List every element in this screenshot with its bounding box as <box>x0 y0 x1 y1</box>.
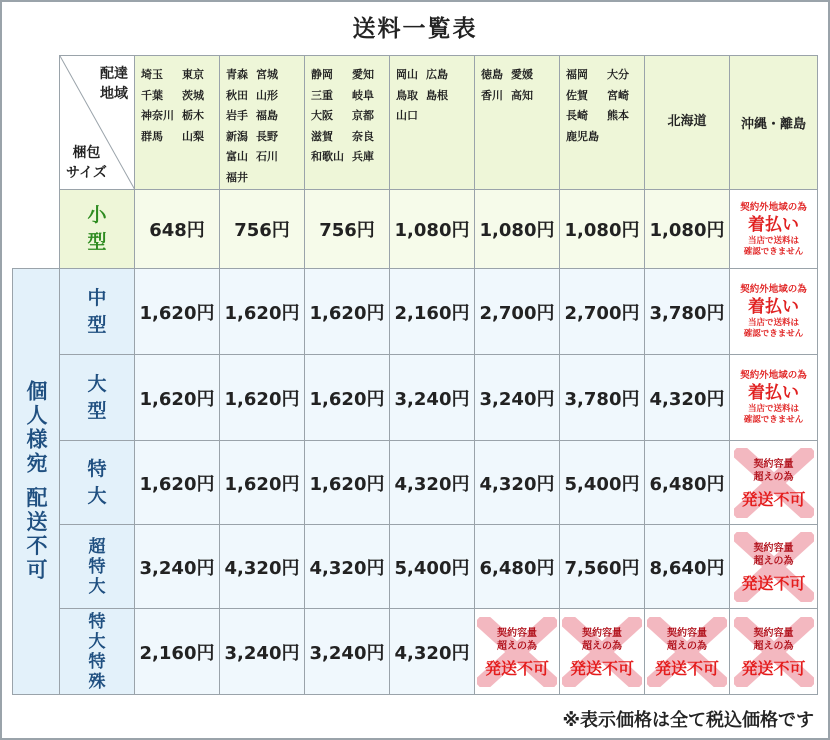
cod-line3: 当店で送料は <box>747 318 799 328</box>
size-char: 特 <box>88 611 106 632</box>
prefecture-name: 栃木 <box>182 109 204 122</box>
no-delivery-cell <box>730 609 818 695</box>
size-row-large <box>13 355 818 441</box>
price-cell: 1,080円 <box>390 190 475 269</box>
size-char: 特 <box>88 556 106 577</box>
blank-cell <box>13 56 60 190</box>
package-size-label <box>66 143 107 183</box>
prefecture-name: 鳥取 <box>396 88 418 102</box>
price-cell: 4,320円 <box>390 441 475 525</box>
region-column <box>396 65 418 127</box>
no-delivery-cell <box>730 441 818 525</box>
no-delivery-cell <box>475 609 560 695</box>
region-column <box>566 65 599 147</box>
prefecture-name: 福島 <box>256 109 278 122</box>
size-char: 大 <box>88 576 106 597</box>
price-cell: 756円 <box>305 190 390 269</box>
size-char: 型 <box>87 399 107 422</box>
prefecture-name: 宮城 <box>256 68 278 81</box>
cod-line2: 着払い <box>748 383 799 403</box>
size-char: 特 <box>87 457 107 480</box>
no-delivery-cell <box>560 609 645 695</box>
region-column <box>141 65 174 147</box>
prefecture-name: 福井 <box>226 170 248 184</box>
size-char: 中 <box>87 286 107 309</box>
price-cell: 1,620円 <box>135 441 220 525</box>
size-char: 型 <box>87 313 107 336</box>
size-char: 特 <box>88 651 106 672</box>
price-cell: 7,560円 <box>560 525 645 609</box>
cod-line2: 着払い <box>748 297 799 317</box>
size-row-small <box>13 190 818 269</box>
page-title: 送料一覧表 <box>352 16 478 42</box>
region-header <box>135 56 220 190</box>
prefecture-name: 香川 <box>481 88 503 102</box>
size-row-xxl <box>13 525 818 609</box>
blank-cell <box>13 190 60 269</box>
prefecture-name: 静岡 <box>311 68 333 81</box>
no-delivery-line2: 超えの為 <box>753 471 794 483</box>
region-header <box>560 56 645 190</box>
region-header <box>305 56 390 190</box>
cod-line3: 当店で送料は <box>747 235 799 246</box>
prefecture-name: 岡山 <box>396 68 418 81</box>
price-cell: 2,160円 <box>135 609 220 695</box>
price-cell: 6,480円 <box>645 441 730 525</box>
region-column <box>352 65 374 168</box>
price-cell: 3,240円 <box>220 609 305 695</box>
prefecture-name: 大阪 <box>311 109 333 122</box>
price-cell: 2,700円 <box>560 269 645 355</box>
size-char: 大 <box>87 484 107 507</box>
prefecture-name: 山梨 <box>182 129 204 143</box>
no-delivery-badge <box>734 532 814 602</box>
prefecture-name: 茨城 <box>182 88 204 102</box>
prefecture-name: 埼玉 <box>141 68 163 81</box>
no-delivery-line1: 契約容量 <box>582 627 622 639</box>
size-char: 大 <box>88 631 106 652</box>
size-label-small <box>60 190 135 269</box>
no-delivery-line1: 契約容量 <box>753 458 794 470</box>
no-delivery-badge <box>647 617 727 687</box>
price-cell: 1,620円 <box>220 269 305 355</box>
package-size-label-line: 梱包 <box>72 145 101 161</box>
prefecture-name: 島根 <box>426 88 448 102</box>
no-delivery-badge <box>734 617 814 687</box>
prefecture-name: 千葉 <box>141 88 163 102</box>
prefecture-name: 岐阜 <box>352 88 374 102</box>
price-cell: 4,320円 <box>475 441 560 525</box>
prefecture-name: 徳島 <box>481 68 503 81</box>
prefecture-name: 愛知 <box>352 68 374 81</box>
no-delivery-line2: 超えの為 <box>582 640 622 652</box>
size-char: 殊 <box>88 671 106 692</box>
price-cell: 1,620円 <box>305 269 390 355</box>
prefecture-name: 長野 <box>256 129 278 143</box>
price-cell: 2,160円 <box>390 269 475 355</box>
region-column <box>511 65 533 106</box>
no-delivery-line3: 発送不可 <box>741 573 806 593</box>
cod-notice <box>730 355 818 441</box>
size-text <box>60 537 134 597</box>
side-label-text: 個人様宛 配送不可 <box>24 380 48 583</box>
prefecture-name: 新潟 <box>226 129 248 143</box>
cod-line4: 確認できません <box>743 329 804 339</box>
tax-note: ※表示価格は全て税込価格です <box>562 710 814 731</box>
region-column <box>607 65 629 127</box>
price-cell: 8,640円 <box>645 525 730 609</box>
cod-line3: 当店で送料は <box>747 404 799 414</box>
region-column <box>226 65 248 188</box>
no-delivery-line3: 発送不可 <box>741 658 806 678</box>
no-delivery-line2: 超えの為 <box>753 555 794 567</box>
size-char: 小 <box>87 204 107 226</box>
package-size-label-line: サイズ <box>66 165 107 181</box>
prefecture-name: 神奈川 <box>141 109 174 122</box>
price-cell: 3,240円 <box>135 525 220 609</box>
region-header <box>220 56 305 190</box>
no-delivery-line3: 発送不可 <box>569 658 634 678</box>
price-cell: 3,240円 <box>305 609 390 695</box>
price-cell: 5,400円 <box>390 525 475 609</box>
no-delivery-line1: 契約容量 <box>667 627 707 639</box>
region-column <box>426 65 448 106</box>
no-delivery-line1: 契約容量 <box>753 542 794 554</box>
cod-line4: 確認できません <box>743 246 804 257</box>
size-text <box>60 371 134 425</box>
no-delivery-badge <box>477 617 557 687</box>
prefecture-name: 奈良 <box>352 129 374 143</box>
price-cell: 1,620円 <box>135 355 220 441</box>
price-cell: 4,320円 <box>645 355 730 441</box>
cod-notice <box>730 269 818 355</box>
no-delivery-badge <box>734 448 814 518</box>
cod-line1: 契約外地域の為 <box>740 201 807 213</box>
region-header <box>475 56 560 190</box>
prefecture-name: 滋賀 <box>311 129 333 143</box>
price-cell: 648円 <box>135 190 220 269</box>
destination-label-line: 配達 <box>100 66 128 82</box>
cod-line4: 確認できません <box>743 415 804 425</box>
no-delivery-line2: 超えの為 <box>497 640 537 652</box>
prefecture-name: 青森 <box>226 68 248 81</box>
prefecture-name: 愛媛 <box>511 68 533 81</box>
prefecture-name: 京都 <box>352 109 374 122</box>
prefecture-name: 高知 <box>511 88 533 102</box>
size-label-large <box>60 355 135 441</box>
price-cell: 1,620円 <box>305 355 390 441</box>
size-label-xl <box>60 441 135 525</box>
price-cell: 2,700円 <box>475 269 560 355</box>
prefecture-name: 群馬 <box>141 129 163 143</box>
size-text <box>60 456 134 510</box>
prefecture-name: 山口 <box>396 109 418 122</box>
size-text <box>60 285 134 339</box>
header-row <box>13 56 818 190</box>
no-delivery-line1: 契約容量 <box>497 627 537 639</box>
price-cell: 4,320円 <box>305 525 390 609</box>
no-delivery-badge <box>562 617 642 687</box>
no-delivery-line2: 超えの為 <box>667 640 707 652</box>
size-text <box>60 202 134 256</box>
size-row-special <box>13 609 818 695</box>
prefecture-name: 秋田 <box>226 88 248 102</box>
price-cell: 6,480円 <box>475 525 560 609</box>
price-cell: 1,620円 <box>135 269 220 355</box>
corner-header <box>60 56 135 190</box>
size-label-xxl <box>60 525 135 609</box>
price-cell: 4,320円 <box>220 525 305 609</box>
price-cell: 1,620円 <box>220 441 305 525</box>
prefecture-name: 富山 <box>226 150 248 163</box>
prefecture-name: 長崎 <box>566 109 588 122</box>
prefecture-name: 兵庫 <box>352 150 374 163</box>
size-char: 超 <box>88 536 106 557</box>
region-column <box>182 65 204 147</box>
region-header-hokkaido: 北海道 <box>645 56 730 190</box>
cod-line2: 着払い <box>748 214 799 235</box>
price-cell: 1,080円 <box>645 190 730 269</box>
region-header <box>390 56 475 190</box>
no-delivery-line3: 発送不可 <box>654 658 719 678</box>
prefecture-name: 福岡 <box>566 68 588 81</box>
price-cell: 3,240円 <box>475 355 560 441</box>
size-label-special <box>60 609 135 695</box>
destination-label-line: 地域 <box>100 86 128 102</box>
price-cell: 1,080円 <box>560 190 645 269</box>
shipping-table <box>12 55 818 695</box>
no-delivery-cell <box>645 609 730 695</box>
prefecture-name: 宮崎 <box>607 88 629 102</box>
prefecture-name: 岩手 <box>226 109 248 122</box>
size-text <box>60 612 134 692</box>
price-cell: 5,400円 <box>560 441 645 525</box>
cod-line1: 契約外地域の為 <box>740 284 807 295</box>
no-delivery-line3: 発送不可 <box>741 489 806 509</box>
price-cell: 1,080円 <box>475 190 560 269</box>
size-char: 型 <box>87 231 107 253</box>
price-cell: 3,240円 <box>390 355 475 441</box>
prefecture-name: 山形 <box>256 88 278 102</box>
region-column <box>481 65 503 106</box>
price-cell: 756円 <box>220 190 305 269</box>
no-delivery-line1: 契約容量 <box>753 627 794 639</box>
price-cell: 3,780円 <box>645 269 730 355</box>
size-row-medium <box>13 269 818 355</box>
price-cell: 1,620円 <box>220 355 305 441</box>
no-delivery-line2: 超えの為 <box>753 640 794 652</box>
destination-label <box>100 64 128 104</box>
prefecture-name: 石川 <box>256 150 278 163</box>
prefecture-name: 和歌山 <box>311 150 344 163</box>
region-column <box>256 65 278 168</box>
region-header-okinawa: 沖縄・離島 <box>730 56 818 190</box>
prefecture-name: 鹿児島 <box>566 129 599 143</box>
price-cell: 3,780円 <box>560 355 645 441</box>
region-column <box>311 65 344 168</box>
prefecture-name: 大分 <box>607 68 629 81</box>
prefecture-name: 東京 <box>182 68 204 81</box>
prefecture-name: 熊本 <box>607 109 629 122</box>
no-personal-delivery-label <box>13 269 60 695</box>
prefecture-name: 三重 <box>311 88 333 102</box>
cod-line1: 契約外地域の為 <box>740 370 807 381</box>
prefecture-name: 佐賀 <box>566 88 588 102</box>
size-label-medium <box>60 269 135 355</box>
prefecture-name: 広島 <box>426 68 448 81</box>
cod-notice <box>730 190 818 269</box>
price-cell: 4,320円 <box>390 609 475 695</box>
price-cell: 1,620円 <box>305 441 390 525</box>
no-delivery-cell <box>730 525 818 609</box>
size-row-xl <box>13 441 818 525</box>
no-delivery-line3: 発送不可 <box>484 658 549 678</box>
size-char: 大 <box>87 372 107 395</box>
